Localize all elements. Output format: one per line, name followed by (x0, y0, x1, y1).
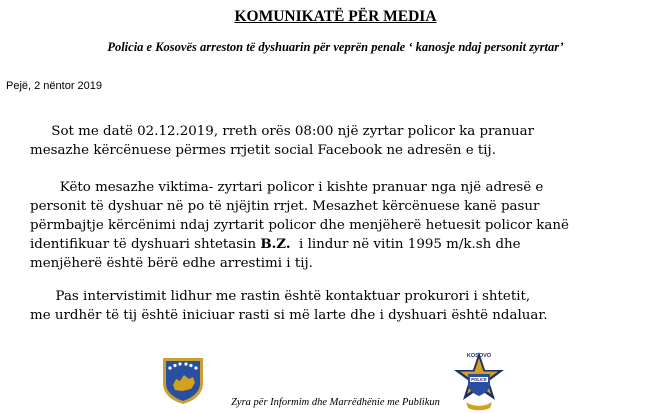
document-title: KOMUNIKATË PËR MEDIA (234, 8, 437, 25)
police-badge-text: POLICE (471, 377, 487, 383)
paragraph-2 (30, 178, 650, 273)
dateline: Pejë, 2 nëntor 2019 (6, 80, 103, 92)
paragraph-line-text: i lindur në vitin 1995 m/k.sh dhe (290, 237, 521, 252)
footer-office-name: Zyra për Informim dhe Marrëdhënie me Publikun (231, 397, 440, 408)
paragraph-line: Pas intervistimit lidhur me rastin është kontaktuar prokurori i shtetit, (30, 289, 531, 304)
paragraph-line: me urdhër të tij është iniciuar rasti si më larte dhe i dyshuari është ndaluar. (30, 308, 548, 323)
paragraph-line: menjëherë është bërë edhe arrestimi i tij. (30, 256, 313, 271)
document-subtitle: Policia e Kosovës arreston të dyshuarin për veprën penale ‘ kanosje ndaj personit zyrtar’ (107, 40, 564, 54)
paragraph-line: përmbajtje kërcënimi ndaj zyrtarit policor dhe menjëherë hetuesit policor kanë (30, 218, 569, 233)
paragraph-line: Sot me datë 02.12.2019, rreth orës 08:00 një zyrtar policor ka pranuar (30, 124, 535, 139)
paragraph-1 (30, 122, 650, 160)
paragraph-line: personit të dyshuar në po të njëjtin rrjet. Mesazhet kërcënuese kanë pasur (30, 199, 540, 214)
emblem-top-text: KOSOVO (466, 353, 492, 359)
paragraph-line-text: identifikuar të dyshuari shtetasin (30, 237, 261, 252)
paragraph-line: Këto mesazhe viktima- zyrtari policor i kishte pranuar nga një adresë e (30, 180, 544, 195)
suspect-initials: B.Z. (260, 236, 291, 252)
paragraph-line (30, 235, 650, 254)
paragraph-3 (30, 287, 650, 325)
paragraph-line: mesazhe kërcënuese përmes rrjetit social Facebook ne adresën e tij. (30, 143, 496, 158)
